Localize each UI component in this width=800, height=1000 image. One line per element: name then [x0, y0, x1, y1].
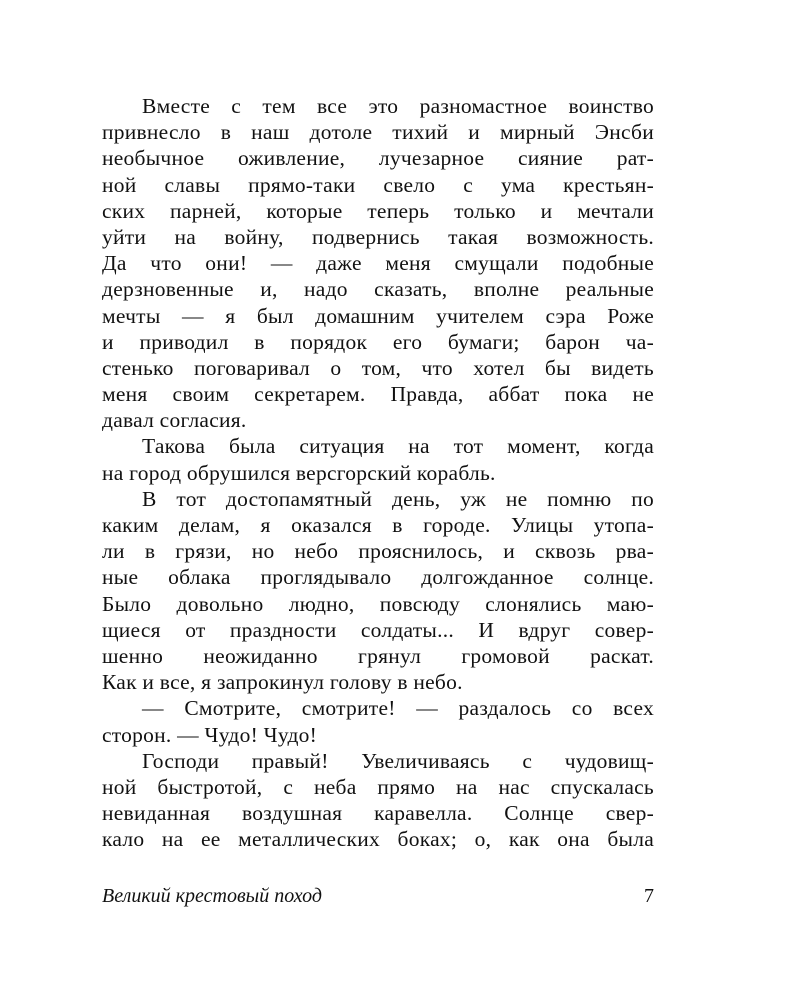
text-line: меня своим секретарем. Правда, аббат пока не: [102, 382, 654, 407]
text-line: ные облака проглядывало долгожданное солнце.: [102, 565, 654, 590]
text-line: Господи правый! Увеличиваясь с чудовищ-: [142, 748, 654, 773]
text-line: мечты — я был домашним учителем сэра Роже: [102, 303, 654, 328]
page-footer: [102, 882, 654, 910]
text-line: Такова была ситуация на тот момент, когда: [142, 434, 654, 459]
text-line: ских парней, которые теперь только и мечтали: [102, 198, 654, 223]
text-line: дерзновенные и, надо сказать, вполне реальные: [102, 277, 654, 302]
text-line: В тот достопамятный день, уж не помню по: [142, 486, 654, 511]
running-title: Великий крестовый поход: [102, 885, 323, 907]
text-line: ли в грязи, но небо прояснилось, и сквозь рва-: [102, 539, 654, 564]
text-line: Как и все, я запрокинул голову в небо.: [102, 670, 463, 695]
text-line: стенько поговаривал о том, что хотел бы видеть: [102, 355, 654, 380]
text-line: необычное оживление, лучезарное сияние рат-: [102, 146, 654, 171]
text-line: привнесло в наш дотоле тихий и мирный Энсби: [102, 120, 654, 145]
text-line: щиеся от праздности солдаты... И вдруг совер-: [102, 617, 654, 642]
text-line: на город обрушился версгорский корабль.: [102, 460, 496, 485]
text-line: каким делам, я оказался в городе. Улицы утопа-: [102, 513, 654, 537]
text-line: ной славы прямо-таки свело с ума крестьян-: [102, 172, 654, 197]
text-line: невиданная воздушная каравелла. Солнце свер-: [102, 801, 654, 826]
text-line: шенно неожиданно грянул громовой раскат.: [102, 643, 654, 668]
text-line: сторон. — Чудо! Чудо!: [102, 722, 318, 747]
text-line: Было довольно людно, повсюду слонялись маю-: [102, 591, 654, 616]
text-line: — Смотрите, смотрите! — раздалось со всех: [142, 696, 654, 721]
text-line: Вместе с тем все это разномастное воинство: [142, 94, 654, 118]
page-number: 7: [644, 885, 654, 907]
text-line: ной быстротой, с неба прямо на нас спускалась: [102, 774, 654, 799]
text-line: Да что они! — даже меня смущали подобные: [102, 251, 654, 276]
text-line: уйти на войну, подвернись такая возможность.: [102, 224, 654, 249]
text-line: и приводил в порядок его бумаги; барон ча-: [102, 329, 654, 354]
text-line: кало на ее металлических боках; о, как она была: [102, 827, 654, 852]
text-line: давал согласия.: [102, 408, 247, 433]
body-text: [102, 93, 654, 852]
